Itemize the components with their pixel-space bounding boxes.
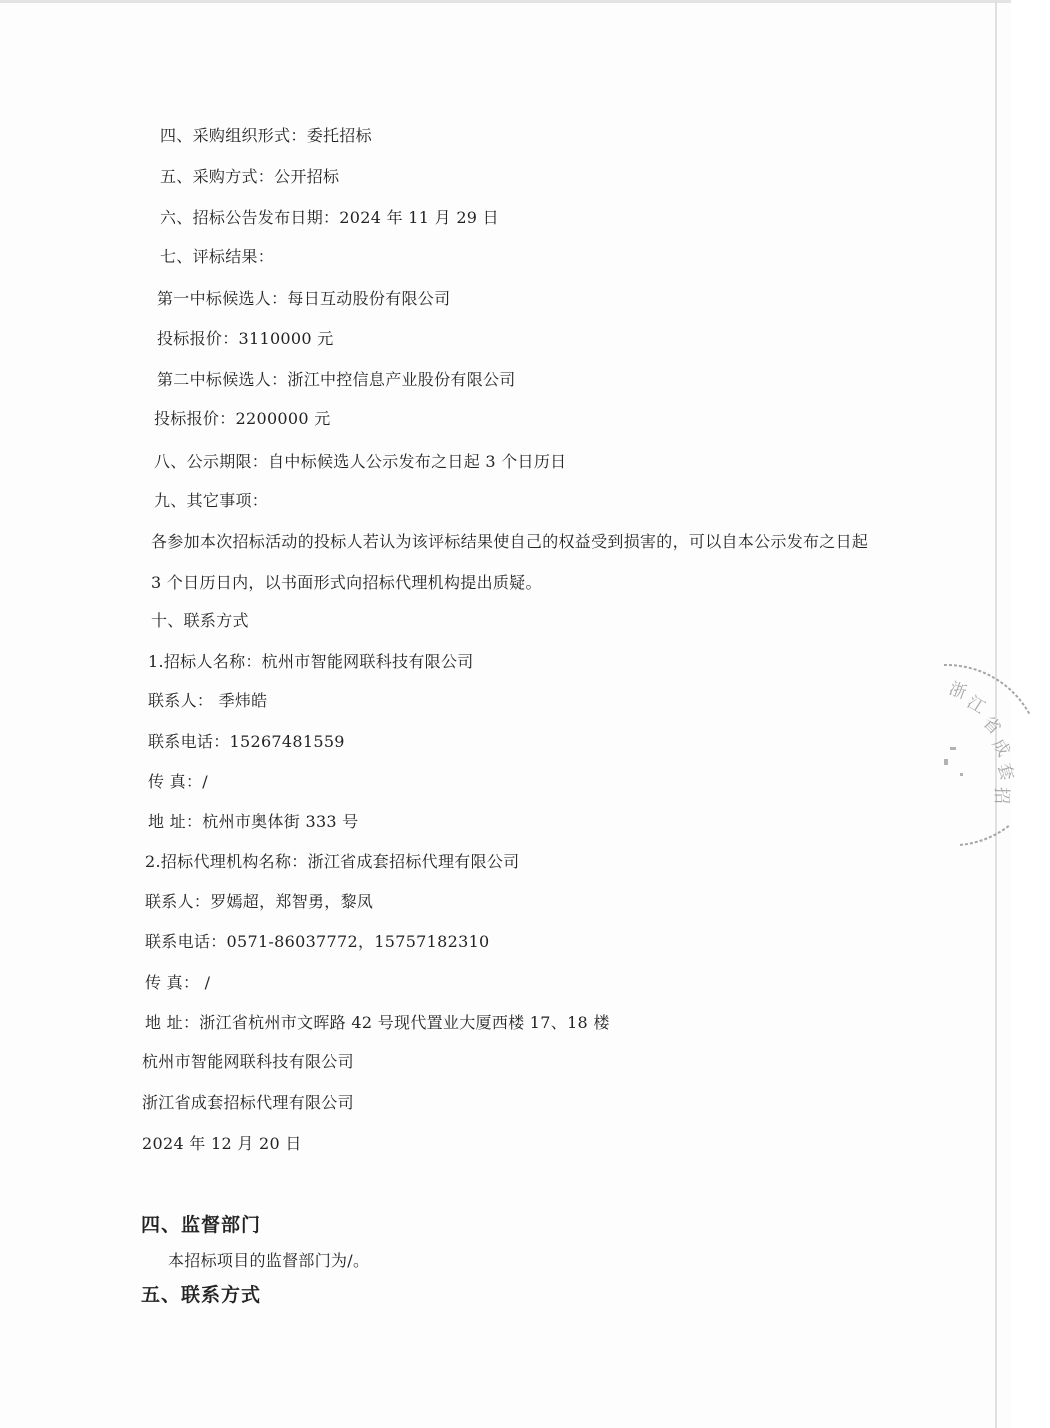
tenderer-fax-line: 传 真：/ — [148, 772, 208, 791]
date-published-line: 六、招标公告发布日期：2024 年 11 月 29 日 — [160, 208, 499, 227]
period-line: 八、公示期限：自中标候选人公示发布之日起 3 个日历日 — [154, 452, 567, 471]
bid2-line: 投标报价：2200000 元 — [154, 409, 331, 428]
other-title: 九、其它事项： — [154, 491, 269, 510]
scan-edge-top — [0, 0, 1011, 3]
svg-text:招: 招 — [991, 787, 1011, 804]
agency-phone-line: 联系电话：0571-86037772，15757182310 — [145, 932, 490, 951]
agency-fax-line: 传 真： / — [145, 973, 211, 992]
seal-stamp — [930, 655, 1050, 855]
sign-date: 2024 年 12 月 20 日 — [142, 1134, 302, 1153]
candidate1-line: 第一中标候选人：每日互动股份有限公司 — [157, 289, 451, 308]
org-form-line: 四、采购组织形式：委托招标 — [160, 126, 372, 145]
sign-agency: 浙江省成套招标代理有限公司 — [142, 1093, 354, 1112]
tenderer-name-line: 1.招标人名称：杭州市智能网联科技有限公司 — [148, 652, 474, 671]
tenderer-contact-line: 联系人： 季炜皓 — [148, 691, 268, 710]
method-line: 五、采购方式：公开招标 — [160, 167, 340, 186]
result-title: 七、评标结果： — [160, 247, 275, 266]
svg-text:成: 成 — [987, 735, 1014, 761]
tenderer-address-line: 地 址：杭州市奥体街 333 号 — [148, 812, 359, 831]
svg-text:浙: 浙 — [946, 678, 970, 704]
svg-text:江: 江 — [963, 692, 989, 719]
svg-text:套: 套 — [993, 761, 1017, 783]
section4-title: 四、监督部门 — [141, 1214, 262, 1236]
other-text: 各参加本次招标活动的投标人若认为该评标结果使自己的权益受到损害的，可以自本公示发布之日起 3 个日历日内，以书面形式向招标代理机构提出质疑。 — [151, 532, 869, 592]
contact-title: 十、联系方式 — [151, 611, 249, 630]
bid1-line: 投标报价：3110000 元 — [157, 329, 334, 348]
svg-text:省: 省 — [978, 712, 1005, 739]
tenderer-phone-line: 联系电话：15267481559 — [148, 732, 345, 751]
candidate2-line: 第二中标候选人：浙江中控信息产业股份有限公司 — [157, 370, 516, 389]
agency-address-line: 地 址：浙江省杭州市文晖路 42 号现代置业大厦西楼 17、18 楼 — [145, 1013, 610, 1032]
agency-name-line: 2.招标代理机构名称：浙江省成套招标代理有限公司 — [145, 852, 520, 871]
sign-tenderer: 杭州市智能网联科技有限公司 — [142, 1052, 354, 1071]
agency-contact-line: 联系人：罗嫣超，郑智勇，黎凤 — [145, 892, 374, 911]
section5-title: 五、联系方式 — [141, 1284, 262, 1306]
section4-text: 本招标项目的监督部门为/。 — [168, 1251, 370, 1270]
